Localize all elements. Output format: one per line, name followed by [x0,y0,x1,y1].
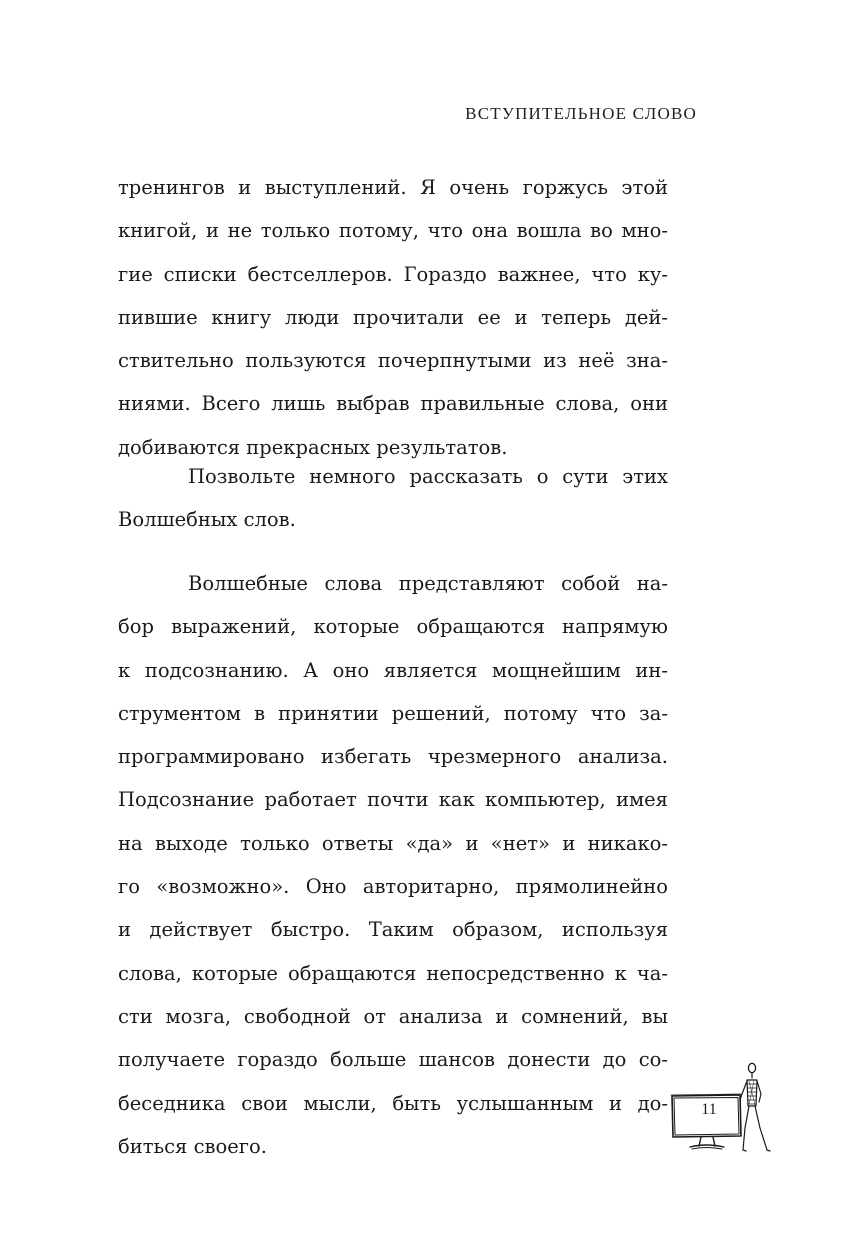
text-line: Волшебных слов. [118,508,296,532]
text-line: пившие книгу люди прочитали ее и теперь дей- [118,305,668,329]
text-line: получаете гораздо больше шансов донести до со- [118,1048,668,1072]
text-line: и действует быстро. Таким образом, используя [118,918,668,942]
text-line: бор выражений, которые обращаются напрямую [118,615,668,639]
text-line: ствительно пользуются почерпнутыми из неё зна- [118,349,668,373]
text-line: к подсознанию. А оно является мощнейшим ин- [118,658,668,682]
text-line: слова, которые обращаются непосредственно к ча- [118,961,668,985]
text-line: на выходе только ответы «да» и «нет» и никако- [118,831,668,855]
text-line: струментом в принятии решений, потому что за- [118,701,668,725]
running-title: ВСТУПИТЕЛЬНОЕ СЛОВО [465,104,697,123]
text-line: добиваются прекрасных результатов. [118,435,508,459]
text-line: Позвольте немного рассказать о сути этих [188,465,668,488]
text-line: беседника свои мысли, быть услышанным и до- [118,1091,668,1115]
text-line: Подсознание работает почти как компьютер, имея [118,788,668,812]
page-number: 11 [701,1101,717,1118]
text-line: сти мозга, свободной от анализа и сомнений, вы [118,1004,668,1028]
text-line: гие списки бестселлеров. Гораздо важнее, что ку- [118,262,668,286]
paragraph-1 [118,166,668,469]
text-line: го «возможно». Оно авторитарно, прямолинейно [118,875,668,899]
text-line: книгой, и не только потому, что она вошла во мно- [118,219,668,243]
text-line: программировано избегать чрезмерного анализа. [118,745,668,769]
text-line: Волшебные слова представляют собой на- [188,572,668,595]
paragraph-3 [118,562,668,1168]
text-line: тренингов и выступлений. Я очень горжусь этой [118,176,668,199]
paragraph-2 [118,455,668,542]
text-line: биться своего. [118,1134,267,1158]
text-line: ниями. Всего лишь выбрав правильные слова, они [118,392,668,416]
